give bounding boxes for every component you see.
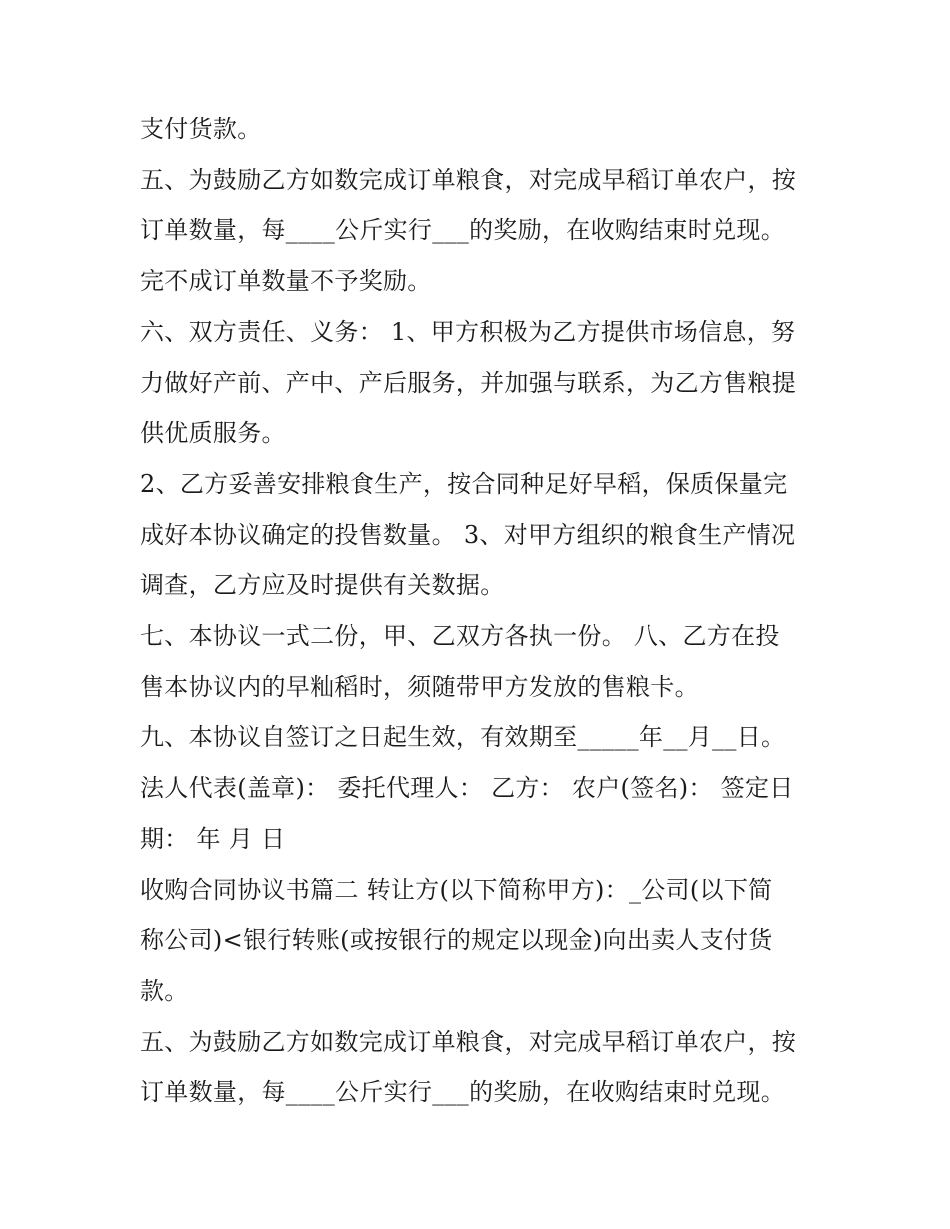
text-line: 售本协议内的早籼稻时，须随带甲方发放的售粮卡。 xyxy=(140,672,699,701)
text-line: 法人代表(盖章)： 委托代理人： 乙方： 农户(签名)： 签定日 xyxy=(140,774,794,803)
text-line: 完不成订单数量不予奖励。 xyxy=(140,267,432,296)
text-line: 调查，乙方应及时提供有关数据。 xyxy=(140,571,505,600)
text-line: 2、乙方妥善安排粮食生产，按合同种足好早稻，保质保量完 xyxy=(140,469,788,498)
text-line: 五、为鼓励乙方如数完成订单粮食，对完成早稻订单农户，按 xyxy=(140,165,797,194)
text-line: 收购合同协议书篇二 转让方(以下简称甲方)：_公司(以下简 xyxy=(140,875,773,904)
text-line: 期： 年 月 日 xyxy=(140,824,286,853)
text-line: 订单数量，每____公斤实行___的奖励，在收购结束时兑现。 xyxy=(140,216,785,245)
text-line: 九、本协议自签订之日起生效，有效期至_____年__月__日。 xyxy=(140,723,786,752)
text-line: 五、为鼓励乙方如数完成订单粮食，对完成早稻订单农户，按 xyxy=(140,1027,797,1056)
text-line: 供优质服务。 xyxy=(140,419,286,448)
text-line: 支付货款。 xyxy=(140,115,262,143)
text-line: 成好本协议确定的投售数量。 3、对甲方组织的粮食生产情况 xyxy=(140,520,796,549)
text-line: 六、双方责任、义务： 1、甲方积极为乙方提供市场信息，努 xyxy=(140,317,796,346)
text-line: 七、本协议一式二份，甲、乙双方各执一份。 八、乙方在投 xyxy=(140,622,780,651)
text-line: 订单数量，每____公斤实行___的奖励，在收购结束时兑现。 xyxy=(140,1078,785,1107)
text-line: 力做好产前、产中、产后服务，并加强与联系，为乙方售粮提 xyxy=(140,368,797,397)
text-line: 称公司)<银行转账(或按银行的规定以现金)向出卖人支付货 xyxy=(140,926,773,955)
text-line: 款。 xyxy=(140,976,189,1005)
document-body xyxy=(140,104,820,1118)
